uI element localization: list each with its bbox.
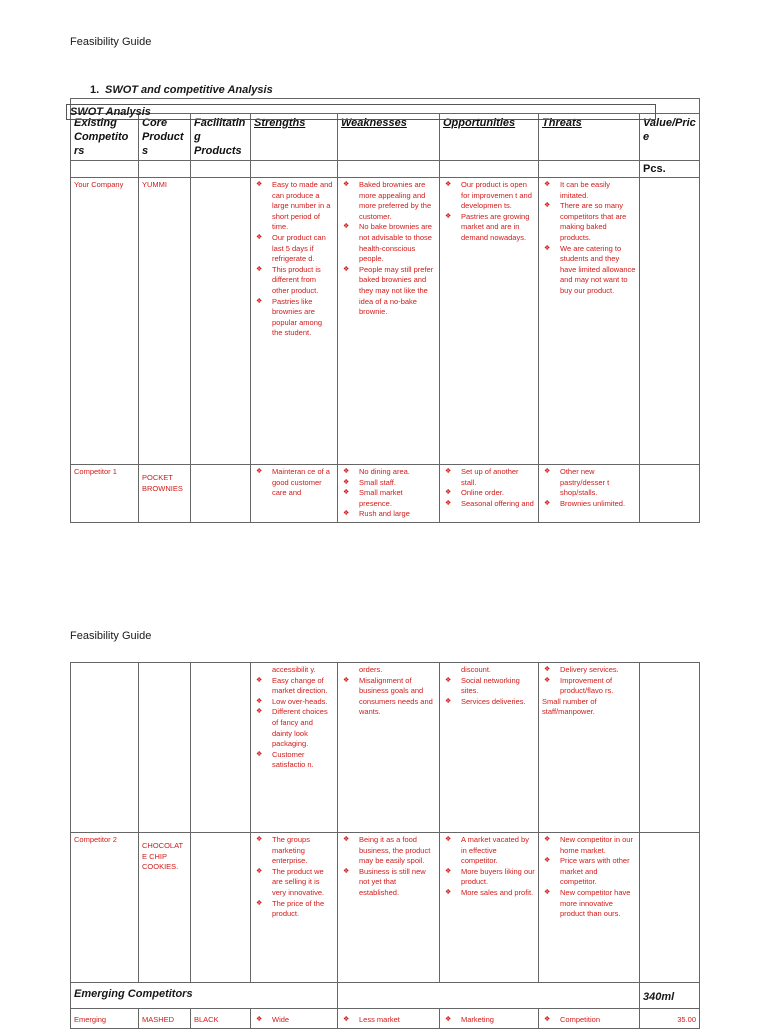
table-row <box>71 465 700 523</box>
threats-list <box>542 180 636 297</box>
opportunities-lead: discount. <box>461 665 492 674</box>
list-item: ❖ It can be easily imitated. <box>560 180 636 201</box>
swot-table-continued <box>70 662 700 1029</box>
swot-title: SWOT Analysis <box>70 106 151 118</box>
strengths-list <box>254 1015 334 1026</box>
list-item: ❖ The product we are selling it is very innovative. <box>272 867 334 899</box>
swot-table <box>70 98 700 523</box>
competitor-name: Competitor 2 <box>71 833 139 983</box>
col-strengths: Strengths <box>251 114 338 161</box>
threats-list <box>542 1015 636 1026</box>
threats-list <box>542 665 636 697</box>
list-item: ❖ No bake brownies are not advisable to those health-conscious people. <box>359 222 436 264</box>
list-item: ❖ Price wars with other market and competitor. <box>560 856 636 888</box>
table-row <box>71 178 700 465</box>
opportunities-list <box>443 676 535 708</box>
list-item: ❖ Different choices of fancy and dainty look packaging. <box>272 707 334 749</box>
list-item: ❖ Easy change of market direction. <box>272 676 334 697</box>
list-item: ❖ Customer satisfactio n. <box>272 750 334 771</box>
list-item: ❖ Pastries are growing market and are in demand nowadays. <box>461 212 535 244</box>
list-item: ❖ Services deliveries. <box>461 697 535 708</box>
swot-title-box <box>66 104 656 120</box>
list-item: ❖ Set up of another stall. <box>461 467 535 488</box>
list-item: ❖ New competitor in our home market. <box>560 835 636 856</box>
col-existing-competitors: Existing Competito rs <box>71 114 139 161</box>
threats-list <box>542 835 636 920</box>
competitor-name: Competitor 1 <box>71 465 139 523</box>
list-item: ❖ Easy to made and can produce a large number in a short period of time. <box>272 180 334 233</box>
list-item: ❖ Our product is open for improvemen t and developmen ts. <box>461 180 535 212</box>
list-item: ❖ The price of the product. <box>272 899 334 920</box>
section-number: 1. <box>90 84 100 96</box>
threats-tail: Small number of staff/manpower. <box>542 696 597 717</box>
list-item: ❖ A market vacated by in effective competitor. <box>461 835 535 867</box>
weaknesses-list <box>341 676 436 718</box>
table-header-row <box>71 114 700 161</box>
col-facilitating-products: Facilitatin g Products <box>191 114 251 161</box>
section-title: SWOT and competitive Analysis <box>105 84 273 96</box>
value-price: 35.00 <box>640 1009 700 1029</box>
core-product: MASHED <box>139 1009 191 1029</box>
list-item: ❖ Small staff. <box>359 478 436 489</box>
list-item: ❖ There are so many competitors that are making baked products. <box>560 201 636 243</box>
strengths-list <box>254 467 334 499</box>
page-header: Feasibility Guide <box>70 36 152 48</box>
list-item: ❖ New competitor have more innovative product than ours. <box>560 888 636 920</box>
list-item: ❖ Low over-heads. <box>272 697 334 708</box>
list-item: ❖ Improvement of product/flavo rs. <box>560 676 636 697</box>
list-item: ❖ Mainteran ce of a good customer care and <box>272 467 334 499</box>
list-item: ❖ Business is still new not yet that established. <box>359 867 436 899</box>
list-item: ❖ Rush and large <box>359 509 436 520</box>
threats-list <box>542 467 636 509</box>
list-item: ❖ Being it as a food business, the product may be easily spoil. <box>359 835 436 867</box>
weaknesses-list <box>341 835 436 899</box>
list-item: ❖ Competition <box>560 1015 636 1026</box>
table-row <box>71 663 700 833</box>
list-item: ❖ Pastries like brownies are popular among the student. <box>272 297 334 339</box>
weaknesses-list <box>341 1015 436 1026</box>
col-weaknesses: Weaknesses <box>338 114 440 161</box>
page-header: Feasibility Guide <box>70 630 152 642</box>
opportunities-list <box>443 835 535 899</box>
emerging-header-row <box>71 983 700 1009</box>
pcs-row <box>71 161 700 178</box>
list-item: ❖ Online order. <box>461 488 535 499</box>
list-item: ❖ Marketing <box>461 1015 535 1026</box>
list-item: ❖ The groups marketing enterprise. <box>272 835 334 867</box>
opportunities-list <box>443 1015 535 1026</box>
list-item: ❖ People may still prefer baked brownies and they may not like the idea of a no-bake brownie. <box>359 265 436 318</box>
list-item: ❖ Wide <box>272 1015 334 1026</box>
facilitating-product: BLACK <box>191 1009 251 1029</box>
core-product: YUMMI <box>139 178 191 465</box>
emerging-competitors-heading: Emerging Competitors <box>71 983 338 1009</box>
list-item: ❖ Seasonal offering and <box>461 499 535 510</box>
section-heading <box>90 84 273 96</box>
competitor-name: Emerging <box>71 1009 139 1029</box>
list-item: ❖ No dining area. <box>359 467 436 478</box>
strengths-list <box>254 180 334 339</box>
list-item: ❖ Social networking sites. <box>461 676 535 697</box>
core-product: POCKET BROWNIES <box>139 465 191 523</box>
list-item: ❖ Brownies unlimited. <box>560 499 636 510</box>
weaknesses-list <box>341 467 436 520</box>
col-value-price: Value/Pric e <box>640 114 700 161</box>
list-item: ❖ We are catering to students and they have limited allowance and may not want to buy our product. <box>560 244 636 297</box>
col-threats: Threats <box>539 114 640 161</box>
pcs-label: Pcs. <box>640 161 700 178</box>
list-item: ❖ More sales and profit. <box>461 888 535 899</box>
list-item: ❖ Misalignment of business goals and consumers needs and wants. <box>359 676 436 718</box>
list-item: ❖ Other new pastry/desser t shop/stalls. <box>560 467 636 499</box>
weaknesses-lead: orders. <box>359 665 383 674</box>
list-item: ❖ More buyers liking our product. <box>461 867 535 888</box>
list-item: ❖ Baked brownies are more appealing and more preferred by the customer. <box>359 180 436 222</box>
strengths-list <box>254 835 334 920</box>
strengths-lead: accessibilit y. <box>272 665 316 674</box>
table-row <box>71 833 700 983</box>
weaknesses-list <box>341 180 436 318</box>
competitor-name: Your Company <box>71 178 139 465</box>
list-item: ❖ Small market presence. <box>359 488 436 509</box>
core-product: CHOCOLAT E CHIP COOKIES. <box>139 833 191 983</box>
emerging-value-header: 340ml <box>640 983 700 1009</box>
col-core-products: Core Product s <box>139 114 191 161</box>
list-item: ❖ Less market <box>359 1015 436 1026</box>
col-opportunities: Opportunities <box>440 114 539 161</box>
table-row <box>71 1009 700 1029</box>
list-item: ❖ This product is different from other product. <box>272 265 334 297</box>
list-item: ❖ Our product can last 5 days if refrigerate d. <box>272 233 334 265</box>
opportunities-list <box>443 467 535 509</box>
opportunities-list <box>443 180 535 244</box>
strengths-list <box>254 676 334 771</box>
list-item: ❖ Delivery services. <box>560 665 636 676</box>
